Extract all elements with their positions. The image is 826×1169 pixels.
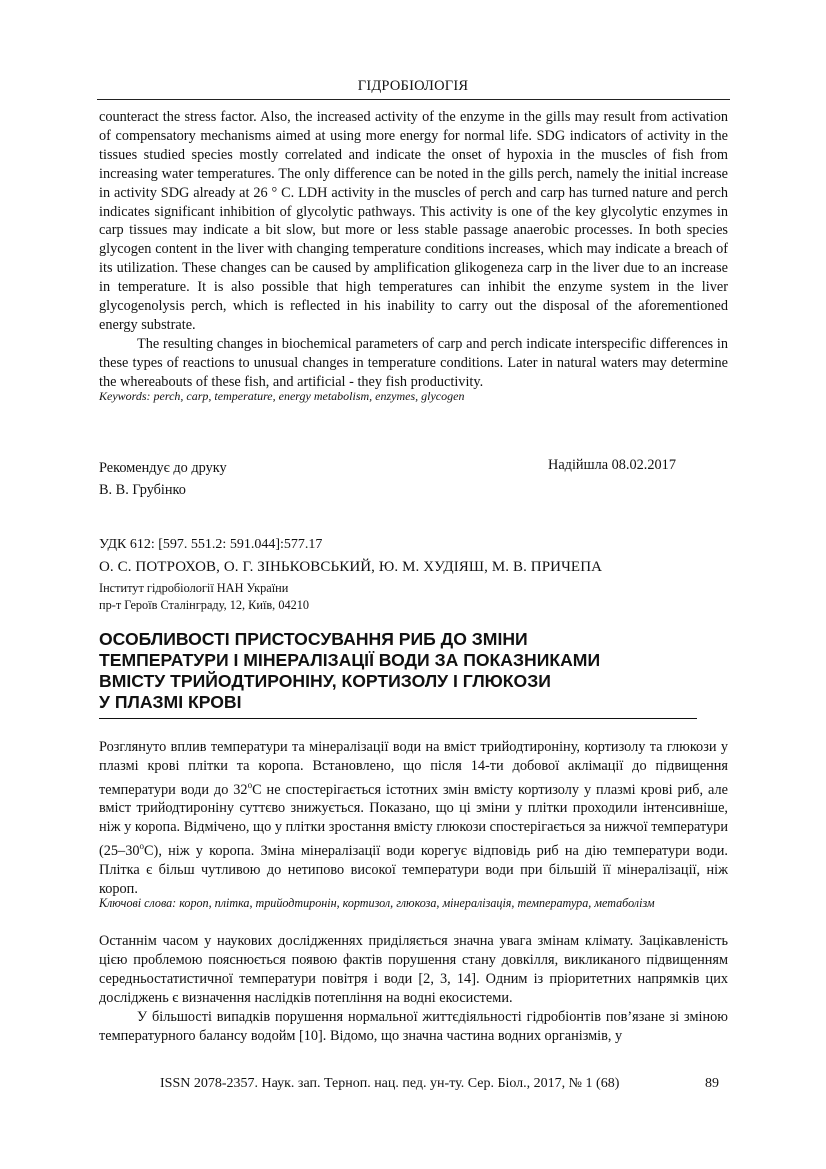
introduction (99, 932, 728, 1045)
header-divider (97, 99, 730, 100)
authors: О. С. ПОТРОХОВ, О. Г. ЗІНЬКОВСЬКИЙ, Ю. М. ХУДІЯШ, М. В. ПРИЧЕПА (99, 559, 603, 575)
udk-code: УДК 612: [597. 551.2: 591.044]:577.17 (99, 537, 323, 552)
institution: Інститут гідробіології НАН України (99, 581, 289, 595)
english-summary (99, 108, 728, 392)
abstract (99, 738, 728, 899)
recommender-name: В. В. Грубінко (99, 482, 186, 498)
degree-superscript: o (139, 841, 145, 852)
running-header: ГІДРОБІОЛОГІЯ (357, 78, 469, 94)
recommendation-block (99, 457, 227, 501)
title-underline (99, 718, 697, 719)
intro-paragraph-1: Останнім часом у наукових дослідженнях приділяється значна увага змінам клімату. Зацікавленість цією проблемою пояснюється появою фактів порушення стану довкілля, викликаного підвищенням середньостатистичної температури повітря і води [2, 3, 14]. Одним із пріоритетних напрямків цих досліджень є визначення наслідків потепління на водні екосистеми. (99, 933, 728, 1006)
summary-paragraph-1: counteract the stress factor. Also, the increased activity of the enzyme in the gills may result from activation of compensatory mechanisms aimed at using more energy for normal life. SDG indicators of activity in the tissues studied species mostly correlated and indicate the onset of hypoxia in the muscles of fish from increasing water temperatures. The only difference can be noted in the gills perch, namely the initial increase in activity SDG already at 26 ° C. LDH activity in the muscles of perch and carp has turned nature and perch indicates significant inhibition of glycolytic pathways. This activity is one of the key glycolytic enzymes in carp tissues may indicate a bit slow, but more or less stable passage anaerobic processes. In both species glycogen content in the liver with changing temperature conditions increases, which may indicate a breach of its utilization. These changes can be caused by amplification glikogeneza carp in the liver due to an increase in temperature. It is also possible that high temperatures can inhibit the enzyme system in the liver glycogenolysis perch, which is reflected in his inability to carry out the disposal of the aforementioned energy substrate. (99, 109, 728, 333)
address: пр-т Героїв Сталінграду, 12, Київ, 04210 (99, 597, 310, 612)
summary-paragraph-2: The resulting changes in biochemical parameters of carp and perch indicate interspecific differences in these types of reactions to unusual changes in temperature conditions. Later in natural waters may determine the whereabouts of these fish, and artificial - they fish productivity. (99, 335, 728, 390)
affiliation (99, 580, 309, 613)
journal-citation: ISSN 2078-2357. Наук. зап. Терноп. нац. пед. ун-ту. Сер. Біол., 2017, № 1 (68) (160, 1076, 620, 1091)
title-line: ОСОБЛИВОСТІ ПРИСТОСУВАННЯ РИБ ДО ЗМІНИ (99, 629, 528, 649)
ukrainian-keywords: Ключові слова: короп, плітка, трийодтиронін, кортизол, глюкоза, мінералізація, температура, метаболізм (99, 896, 655, 910)
intro-paragraph-2: У більшості випадків порушення нормальної життєдіяльності гідробіонтів пов’язане зі зміною температурного балансу водойм [10]. Відомо, що значна частина водних організмів, у (99, 1008, 728, 1044)
title-line: ВМІСТУ ТРИЙОДТИРОНІНУ, КОРТИЗОЛУ І ГЛЮКОЗИ (99, 671, 551, 691)
title-line: У ПЛАЗМІ КРОВІ (99, 692, 242, 712)
abstract-part-1: Розглянуто вплив температури та мінералізації води на вміст трийодтироніну, кортизолу та глюкози у плазмі крові плітки та коропа. Встановлено, що після 14-ти добової аклімації до підвищення температури води до 32 (99, 739, 728, 798)
abstract-part-2: С не спостерігається істотних змін вмісту кортизолу у плазмі крові риб, але вміст трийодтироніну суттєво знижується. Показано, що ці зміни у плітки проходили інтенсивніше, ніж у коропа. Відмічено, що у плітки зростання вмісту глюкози спостерігається за нижчої температури (25–30 (99, 781, 728, 860)
english-keywords: Keywords: perch, carp, temperature, energy metabolism, enzymes, glycogen (99, 389, 465, 403)
title-line: ТЕМПЕРАТУРИ І МІНЕРАЛІЗАЦІЇ ВОДИ ЗА ПОКАЗНИКАМИ (99, 650, 601, 670)
page-number: 89 (705, 1076, 719, 1091)
recommendation-label: Рекомендує до друку (99, 460, 227, 476)
abstract-text (99, 738, 728, 899)
received-date: Надійшла 08.02.2017 (548, 457, 676, 473)
degree-superscript: o (247, 779, 253, 790)
article-title (99, 629, 719, 713)
abstract-part-3: С), ніж у коропа. Зміна мінералізації води корегує відповідь риб на дію температури води. Плітка є більш чутливою до нетипово високої температури води при більшій її мінералізації, ніж короп. (99, 843, 728, 897)
